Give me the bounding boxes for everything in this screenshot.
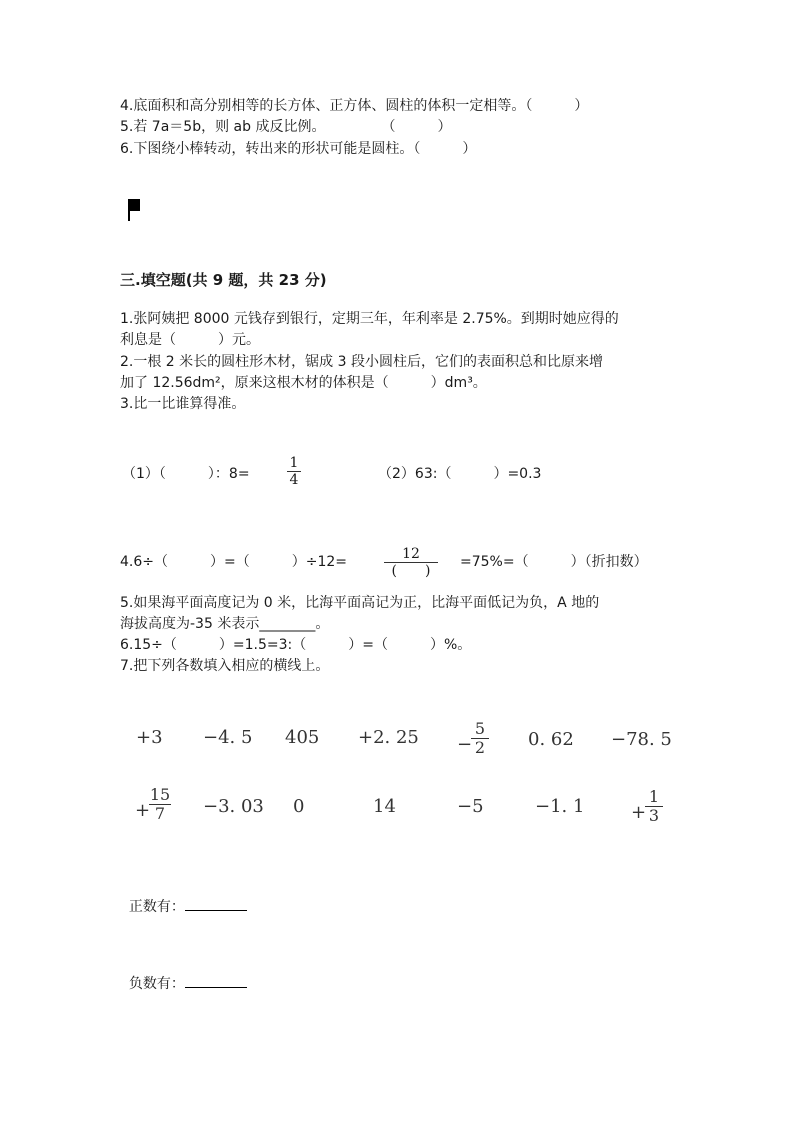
fill-q2-line2: 加了 12.56dm²，原来这根木材的体积是（ ）dm³。 xyxy=(120,375,487,391)
negative-label: 负数有： xyxy=(128,976,185,992)
fill-q7: 7.把下列各数填入相应的横线上。 xyxy=(120,658,330,674)
fill-q3-part2: （2）63:（ ）=0.3 xyxy=(378,466,542,482)
number-item: 14 xyxy=(373,796,396,817)
fraction-numerator: 15 xyxy=(149,785,171,804)
number-item: −3. 03 xyxy=(203,796,264,817)
flag-figure xyxy=(128,199,140,221)
fill-q4-b: =75%=（ ）（折扣数） xyxy=(460,554,648,570)
fraction-denominator: 4 xyxy=(289,472,299,488)
number-item: −4. 5 xyxy=(203,727,253,748)
question-4: 4.底面积和高分别相等的长方体、正方体、圆柱的体积一定相等。（ ） xyxy=(120,98,589,114)
fraction-denominator: 3 xyxy=(648,806,660,825)
fill-q3: 3.比一比谁算得准。 xyxy=(120,396,246,412)
number-item: 0. 62 xyxy=(528,729,574,750)
section-title: 三.填空题(共 9 题，共 23 分) xyxy=(120,271,327,289)
flag-cloth xyxy=(128,199,140,211)
negative-blank[interactable] xyxy=(185,975,247,988)
fill-q5-line1: 5.如果海平面高度记为 0 米，比海平面高记为正，比海平面低记为负，A 地的 xyxy=(120,595,600,611)
fraction-numerator: 12 xyxy=(402,546,420,562)
fraction-numerator: 1 xyxy=(289,455,299,471)
positive-answer xyxy=(120,880,247,916)
positive-blank[interactable] xyxy=(185,898,247,911)
number-fraction xyxy=(135,786,175,830)
fraction-one-quarter xyxy=(287,455,301,488)
question-6: 6.下图绕小棒转动，转出来的形状可能是圆柱。（ ） xyxy=(120,141,477,157)
number-item: −1. 1 xyxy=(535,796,585,817)
fraction-body xyxy=(471,720,489,757)
fill-q2-line1: 2.一根 2 米长的圆柱形木材，锯成 3 段小圆柱后，它们的表面积总和比原来增 xyxy=(120,354,603,370)
fill-q1-line2: 利息是（ ）元。 xyxy=(120,332,260,348)
fill-q4-a: 4.6÷（ ）=（ ）÷12= xyxy=(120,554,348,570)
number-item: +3 xyxy=(136,727,163,748)
fill-q5-line2: 海拔高度为-35 米表示________。 xyxy=(120,616,330,632)
fraction-twelve-over-blank xyxy=(384,546,438,579)
fraction-numerator: 1 xyxy=(648,787,660,806)
number-item: +2. 25 xyxy=(358,727,419,748)
negative-answer xyxy=(120,957,247,993)
fraction-numerator: 5 xyxy=(474,719,486,738)
fill-q3-part1: （1）（ ）：8= xyxy=(122,466,250,482)
number-item: −5 xyxy=(457,796,484,817)
fill-q1-line1: 1.张阿姨把 8000 元钱存到银行，定期三年，年利率是 2.75%。到期时她应得的 xyxy=(120,311,619,327)
number-item: −78. 5 xyxy=(611,729,672,750)
number-fraction xyxy=(457,720,491,762)
fraction-sign: + xyxy=(135,800,151,821)
number-fraction xyxy=(631,788,667,832)
fraction-sign: − xyxy=(457,734,473,755)
fraction-denominator: 7 xyxy=(154,804,166,823)
fill-q6: 6.15÷（ ）=1.5=3:（ ）=（ ）%。 xyxy=(120,637,472,653)
fraction-body xyxy=(149,786,171,823)
positive-label: 正数有： xyxy=(128,899,185,915)
number-item: 405 xyxy=(285,727,320,748)
fraction-sign: + xyxy=(631,802,647,823)
fraction-denominator: 2 xyxy=(474,738,486,757)
fraction-body xyxy=(645,788,663,825)
fraction-denominator: ( ) xyxy=(391,563,431,579)
question-5: 5.若 7a＝5b，则 ab 成反比例。 （ ） xyxy=(120,119,452,135)
number-item: 0 xyxy=(293,796,305,817)
